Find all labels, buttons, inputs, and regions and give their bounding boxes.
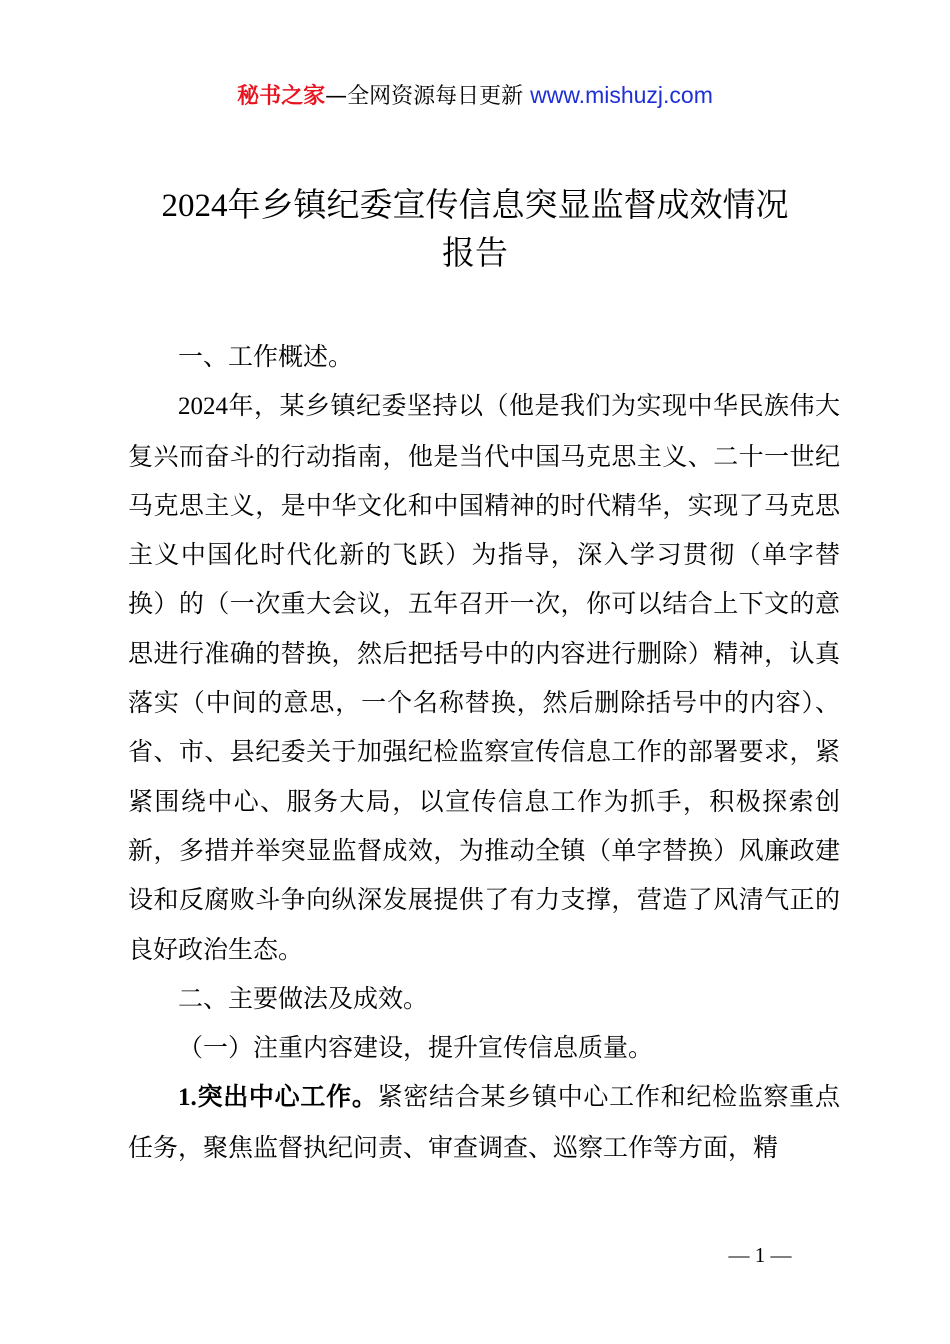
- section-heading-practices: 二、主要做法及成效。: [178, 983, 429, 1013]
- subsection-heading-content: （一）注重内容建设，提升宣传信息质量。: [178, 1033, 654, 1063]
- brand-slogan: —全网资源每日更新: [325, 84, 524, 109]
- overview-paragraph: [128, 381, 840, 974]
- item-1-text: 紧密结合某乡镇中心工作和纪检监察重点任务，聚焦监督执纪问责、审查调查、巡察工作等方面，精: [128, 1082, 840, 1162]
- overview-text: 年，某乡镇纪委坚持以（他是我们为实现中华民族伟大复兴而奋斗的行动指南，他是当代中国马克思主义、二十一世纪马克思主义，是中华文化和中国精神的时代精华，实现了马克思主义中国化时代化新的飞跃）为指导，深入学习贯彻（单字替换）的（一次重大会议，五年召开一次，你可以结合上下文的意思进行准确的替换，然后把括号中的内容进行删除）精神，认真落实（中间的意思，一个名称替换，然后删除括号中的内容）、省、市、县纪委关于加强纪检监察宣传信息工作的部署要求，紧紧围绕中心、服务大局，以宣传信息工作为抓手，积极探索创新，多措并举突显监督成效，为推动全镇（单字替换）风廉政建设和反腐败斗争向纵深发展提供了有力支撑，营造了风清气正的良好政治生态。: [128, 391, 840, 964]
- page-header: [0, 78, 950, 114]
- item-1-lead: 1.突出中心工作。: [178, 1084, 378, 1112]
- overview-year: 2024: [178, 393, 228, 421]
- document-body: [128, 332, 840, 1172]
- section-heading-overview: 一、工作概述。: [178, 342, 354, 371]
- brand-name: 秘书之家: [237, 84, 326, 109]
- title-line-1: 2024年乡镇纪委宣传信息突显监督成效情况: [161, 188, 789, 224]
- item-paragraph-1: [128, 1072, 840, 1172]
- page-number: — 1 —: [728, 1243, 792, 1267]
- title-line-2: 报告: [442, 236, 508, 272]
- document-title: [120, 182, 830, 278]
- site-url-link[interactable]: www.mishuzj.com: [530, 82, 713, 108]
